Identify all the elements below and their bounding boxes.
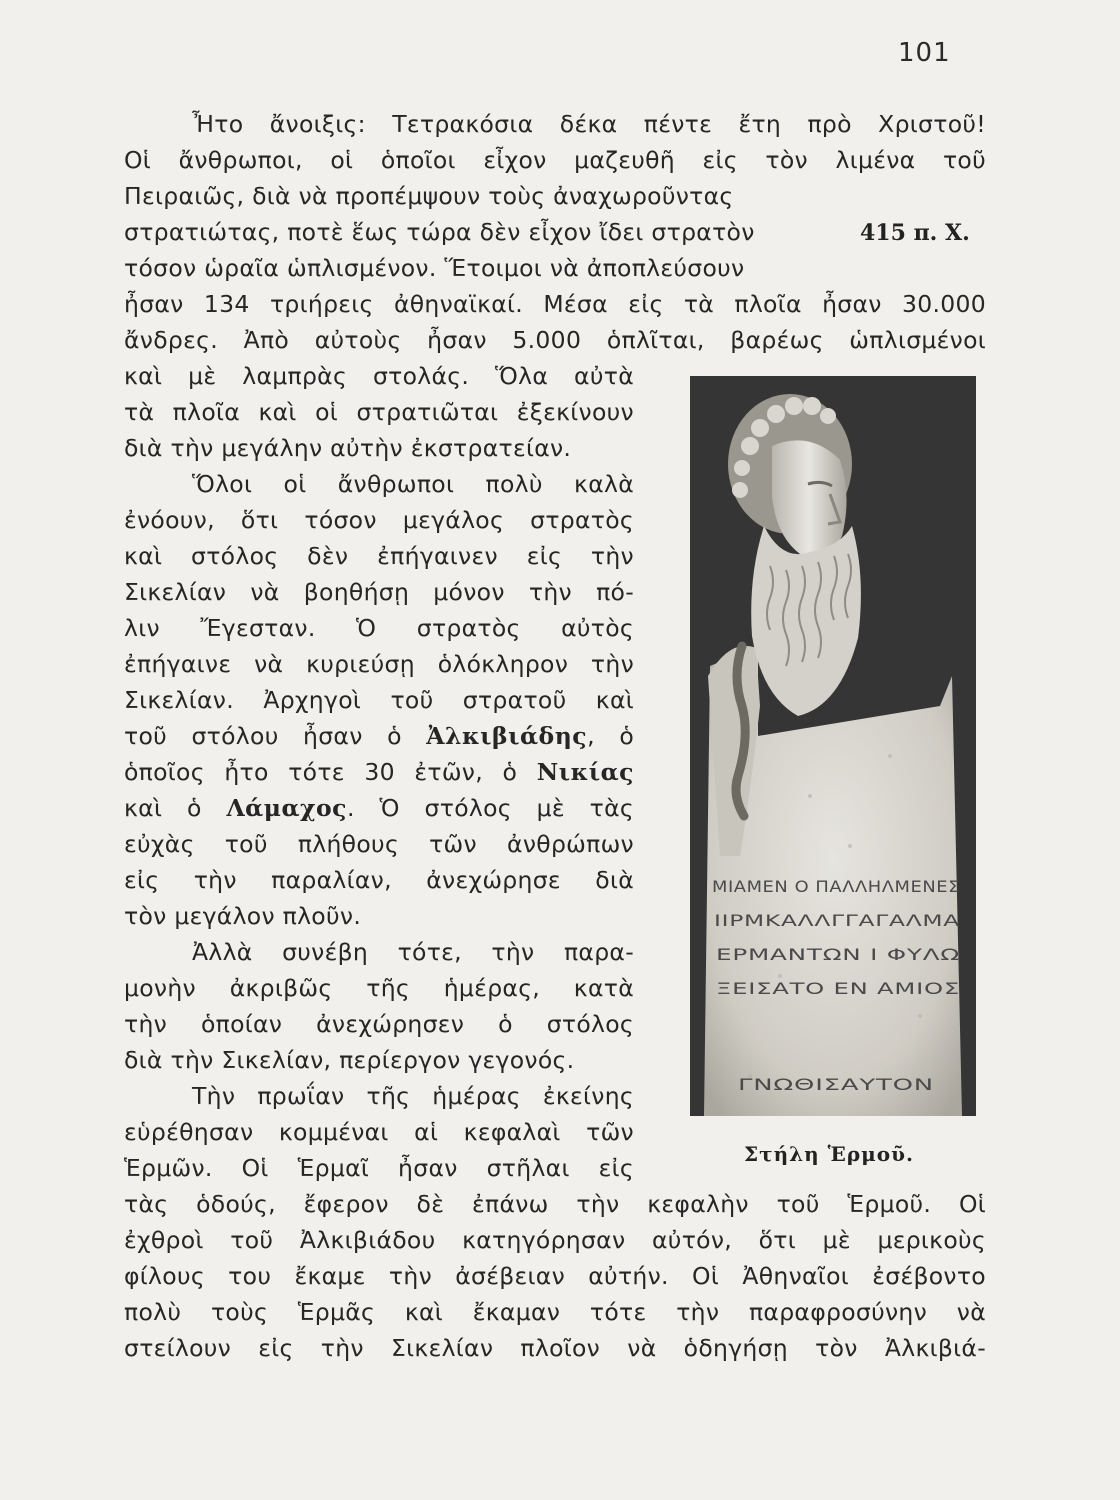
text-segment: ὁποῖος ἦτο τότε 30 ἐτῶν, ὁ bbox=[124, 758, 537, 786]
text-line-with-name bbox=[124, 754, 634, 790]
text-line: τὴν ὁποίαν ἀνεχώρησεν ὁ στόλος bbox=[124, 1010, 634, 1038]
text-line: στρατιώτας, ποτὲ ἕως τώρα δὲν εἶχον ἴδει στρατὸν bbox=[124, 218, 755, 246]
text-line: Σικελίαν. Ἀρχηγοὶ τοῦ στρατοῦ καὶ bbox=[124, 686, 634, 714]
name-nikias: Νικίας bbox=[536, 758, 634, 786]
inscription-line: ΕΡΜΑΝΤΩΝ Ι ΦΥΛΩ bbox=[716, 945, 960, 964]
text-line: λιν Ἔγεσταν. Ὁ στρατὸς αὐτὸς bbox=[124, 614, 634, 642]
text-line-with-name bbox=[124, 718, 634, 754]
text-line: τὰ πλοῖα καὶ οἱ στρατιῶται ἐξεκίνουν bbox=[124, 398, 634, 426]
text-line: καὶ μὲ λαμπρὰς στολάς. Ὅλα αὐτὰ bbox=[124, 362, 634, 390]
inscription-line: ΓΝΩΘΙΣΑΥΤΟΝ bbox=[738, 1075, 934, 1094]
page-number: 101 bbox=[898, 38, 951, 68]
text-segment: καὶ ὁ bbox=[124, 794, 227, 822]
text-line: τὸν μεγάλον πλοῦν. bbox=[124, 902, 362, 930]
inscription-line: ΞΕΙΣΑΤΟ ΕΝ ΑΜΙΟΣ bbox=[716, 979, 960, 998]
figure-caption: Στήλη Ἑρμοῦ. bbox=[744, 1142, 914, 1166]
text-line: καὶ στόλος δὲν ἐπήγαινεν εἰς τὴν bbox=[124, 542, 634, 570]
text-segment: τοῦ στόλου ἦσαν ὁ bbox=[124, 722, 427, 750]
name-alkibiades: Ἀλκιβιάδης bbox=[426, 722, 588, 750]
text-line: Σικελίαν νὰ βοηθήσῃ μόνον τὴν πό- bbox=[124, 578, 634, 606]
text-line: Ἑρμῶν. Οἱ Ἑρμαῖ ἦσαν στῆλαι εἰς bbox=[124, 1154, 634, 1182]
text-line: ἦσαν 134 τριήρεις ἀθηναϊκαί. Μέσα εἰς τὰ πλοῖα ἦσαν 30.000 bbox=[124, 290, 986, 318]
text-line: εὐχὰς τοῦ πλήθους τῶν ἀνθρώπων bbox=[124, 830, 634, 858]
text-line: Ἀλλὰ συνέβη τότε, τὴν παρα- bbox=[192, 938, 634, 966]
text-line: διὰ τὴν Σικελίαν, περίεργον γεγονός. bbox=[124, 1046, 575, 1074]
inscription-line: ΙΙΡΜΚΑΛΛΓΓΑΓΑΛΜΑ bbox=[714, 911, 960, 930]
text-segment: . Ὁ στόλος μὲ τὰς bbox=[346, 794, 634, 822]
text-line: διὰ τὴν μεγάλην αὐτὴν ἐκστρατείαν. bbox=[124, 434, 572, 462]
herm-stele-photo bbox=[690, 376, 976, 1116]
text-line: Οἱ ἄνθρωποι, οἱ ὁποῖοι εἶχον μαζευθῆ εἰς τὸν λιμένα τοῦ bbox=[124, 146, 986, 174]
text-line: ἐνόουν, ὅτι τόσον μεγάλος στρατὸς bbox=[124, 506, 634, 534]
text-line: Τὴν πρωΐαν τῆς ἡμέρας ἐκείνης bbox=[192, 1082, 634, 1110]
text-line: Πειραιῶς, διὰ νὰ προπέμψουν τοὺς ἀναχωροῦντας bbox=[124, 182, 734, 210]
text-line: ἐπήγαινε νὰ κυριεύσῃ ὁλόκληρον τὴν bbox=[124, 650, 634, 678]
text-line: φίλους του ἔκαμε τὴν ἀσέβειαν αὐτήν. Οἱ Ἀθηναῖοι ἐσέβοντο bbox=[124, 1262, 986, 1290]
inscription-line: ΜΙΑΜΕΝ Ο ΠΑΛΛΗΛΜΕΝΕΣ bbox=[712, 877, 960, 896]
text-segment: , ὁ bbox=[587, 722, 635, 750]
margin-date-note: 415 π. Χ. bbox=[860, 220, 970, 246]
text-line: εἰς τὴν παραλίαν, ἀνεχώρησε διὰ bbox=[124, 866, 634, 894]
text-line: Ἦτο ἄνοιξις: Τετρακόσια δέκα πέντε ἔτη πρὸ Χριστοῦ! bbox=[192, 110, 986, 138]
text-line: ἄνδρες. Ἀπὸ αὐτοὺς ἦσαν 5.000 ὁπλῖται, βαρέως ὡπλισμένοι bbox=[124, 326, 986, 354]
name-lamachos: Λάμαχος bbox=[226, 794, 347, 822]
text-line: ἐχθροὶ τοῦ Ἀλκιβιάδου κατηγόρησαν αὐτόν, ὅτι μὲ μερικοὺς bbox=[124, 1226, 986, 1254]
herm-stele-illustration bbox=[690, 376, 976, 1116]
text-line: μονὴν ἀκριβῶς τῆς ἡμέρας, κατὰ bbox=[124, 974, 634, 1002]
text-line: στείλουν εἰς τὴν Σικελίαν πλοῖον νὰ ὁδηγήσῃ τὸν Ἀλκιβιά- bbox=[124, 1334, 986, 1362]
text-line-with-name bbox=[124, 790, 634, 826]
text-line: τὰς ὁδούς, ἔφερον δὲ ἐπάνω τὴν κεφαλὴν τοῦ Ἑρμοῦ. Οἱ bbox=[124, 1190, 986, 1218]
text-line: Ὅλοι οἱ ἄνθρωποι πολὺ καλὰ bbox=[192, 470, 634, 498]
text-line: τόσον ὡραῖα ὡπλισμένον. Ἕτοιμοι νὰ ἀποπλεύσουν bbox=[124, 254, 745, 282]
text-line: πολὺ τοὺς Ἑρμᾶς καὶ ἔκαμαν τότε τὴν παραφροσύνην νὰ bbox=[124, 1298, 986, 1326]
text-line: εὑρέθησαν κομμέναι αἱ κεφαλαὶ τῶν bbox=[124, 1118, 634, 1146]
